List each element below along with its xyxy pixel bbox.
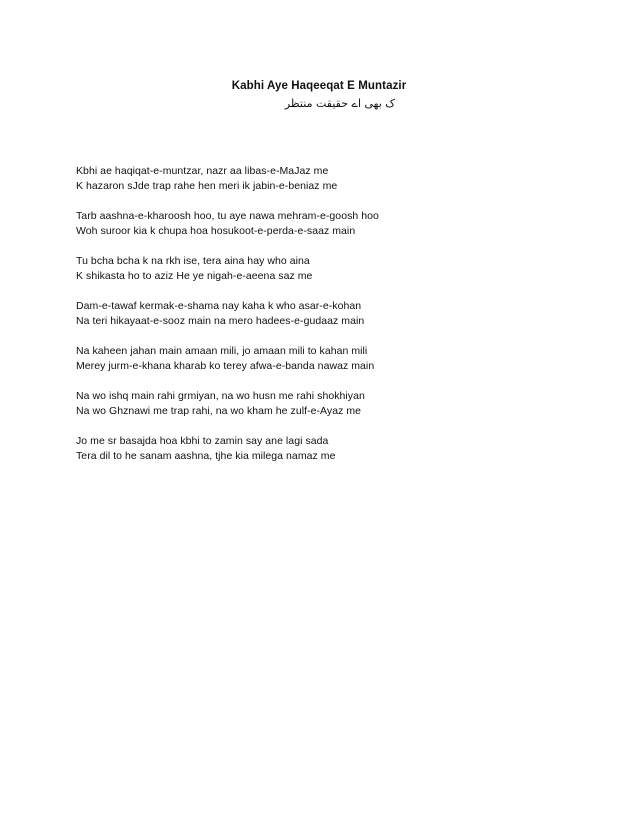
poem-line: Na kaheen jahan main amaan mili, jo amaan mili to kahan mili	[76, 345, 368, 357]
poem-line: Na teri hikayaat-e-sooz main na mero hadees-e-gudaaz main	[76, 315, 365, 327]
poem-line: Tarb aashna-e-kharoosh hoo, tu aye nawa mehram-e-goosh hoo	[76, 210, 379, 222]
document-subtitle-urdu: ک بھی اے حقیقت منتظر	[284, 97, 396, 110]
poem-line: Na wo ishq main rahi grmiyan, na wo husn me rahi shokhiyan	[76, 390, 365, 402]
poem-line: Jo me sr basajda hoa kbhi to zamin say ane lagi sada	[76, 435, 329, 447]
stanza	[76, 209, 596, 239]
poem-body	[76, 164, 596, 479]
poem-line: K shikasta ho to aziz He ye nigah-e-aeena saz me	[76, 270, 313, 282]
poem-line: K hazaron sJde trap rahe hen meri ik jabin-e-beniaz me	[76, 180, 338, 192]
poem-line: Na wo Ghznawi me trap rahi, na wo kham he zulf-e-Ayaz me	[76, 405, 362, 417]
poem-line: Woh suroor kia k chupa hoa hosukoot-e-perda-e-saaz main	[76, 225, 356, 237]
document-title: Kabhi Aye Haqeeqat E Muntazir	[231, 80, 407, 92]
stanza	[76, 299, 596, 329]
poem-line: Merey jurm-e-khana kharab ko terey afwa-e-banda nawaz main	[76, 360, 375, 372]
poem-line: Tu bcha bcha k na rkh ise, tera aina hay who aina	[76, 255, 310, 267]
poem-line: Kbhi ae haqiqat-e-muntzar, nazr aa libas-e-MaJaz me	[76, 165, 329, 177]
stanza	[76, 389, 596, 419]
stanza	[76, 254, 596, 284]
stanza	[76, 434, 596, 464]
poem-line: Dam-e-tawaf kermak-e-shama nay kaha k who asar-e-kohan	[76, 300, 362, 312]
poem-line: Tera dil to he sanam aashna, tjhe kia milega namaz me	[76, 450, 336, 462]
stanza	[76, 344, 596, 374]
stanza	[76, 164, 596, 194]
